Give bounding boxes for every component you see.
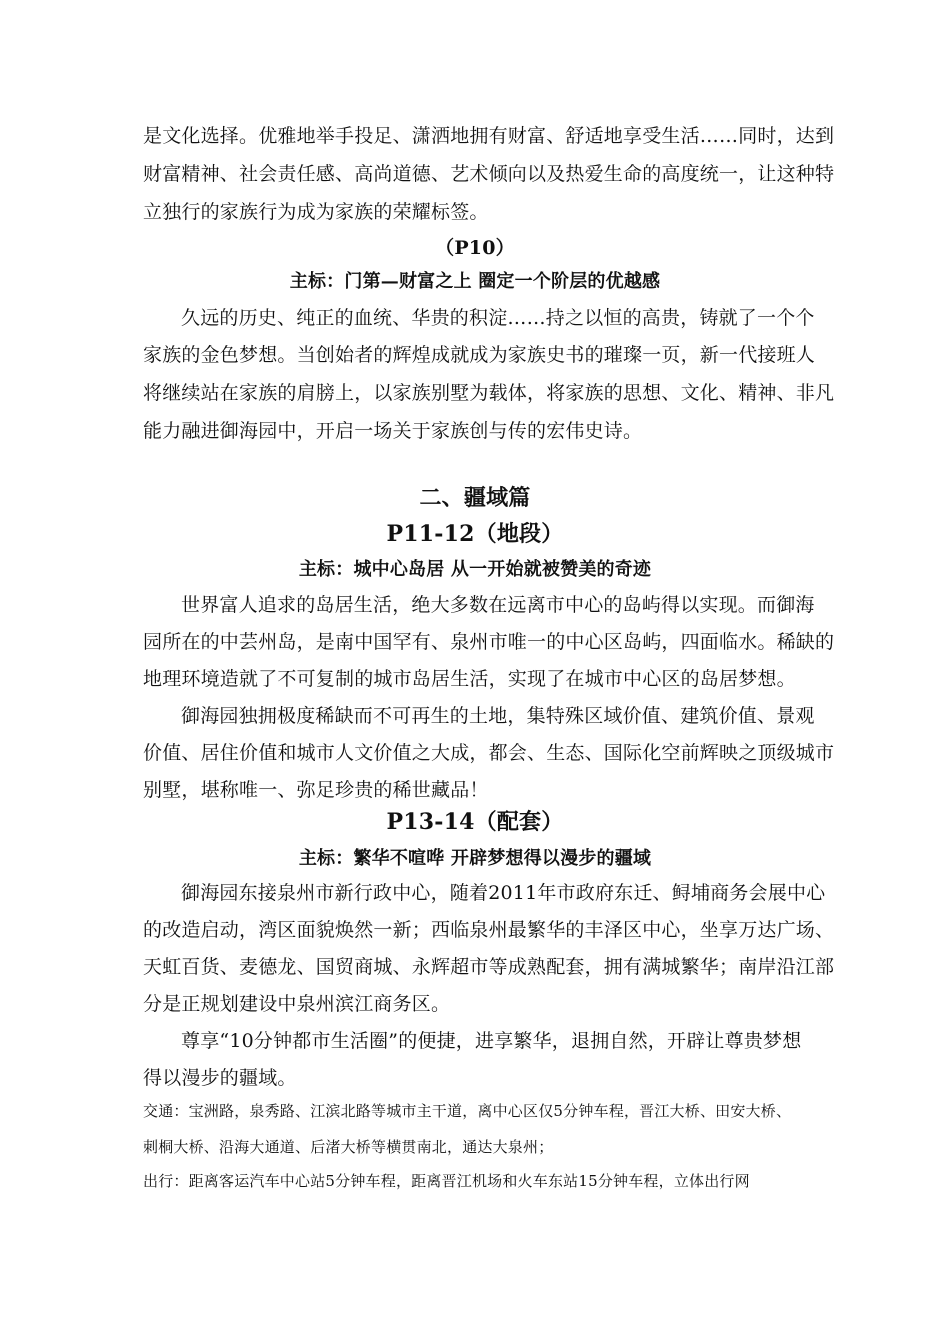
p10-page-label: （P10）	[435, 237, 515, 259]
p13-14-headline: 主标：繁华不喧哗 开辟梦想得以漫步的疆域	[298, 848, 652, 869]
p11-12-para1-line-3: 地理环境造就了不可复制的城市岛居生活，实现了在城市中心区的岛居梦想。	[143, 668, 796, 690]
intro-line-1: 是文化选择。优雅地举手投足、潇洒地拥有财富、舒适地享受生活……同时，达到	[143, 125, 835, 147]
p11-12-para2-line-3: 别墅，堪称唯一、弥足珍贵的稀世藏品！	[143, 779, 489, 801]
p10-line-1: 久远的历史、纯正的血统、华贵的积淀……持之以恒的高贵，铸就了一个个	[181, 307, 815, 329]
p13-14-para1-line-1: 御海园东接泉州市新行政中心，随着2011年市政府东迁、鲟埔商务会展中心	[181, 882, 826, 904]
p13-14-para2-line-2: 得以漫步的疆域。	[143, 1067, 297, 1089]
p10-line-3: 将继续站在家族的肩膀上，以家族别墅为载体，将家族的思想、文化、精神、非凡	[143, 382, 835, 404]
p11-12-headline: 主标：城中心岛居 从一开始就被赞美的奇迹	[298, 559, 652, 580]
p11-12-para2-line-1: 御海园独拥极度稀缺而不可再生的土地，集特殊区域价值、建筑价值、景观	[181, 705, 815, 727]
p13-14-para1-line-3: 天虹百货、麦德龙、国贸商城、永辉超市等成熟配套，拥有满城繁华；南岸沿江部	[143, 956, 835, 978]
travel-line-1: 出行：距离客运汽车中心站5分钟车程，距离晋江机场和火车东站15分钟车程，立体出行网	[143, 1172, 750, 1190]
section-two-title: 二、疆域篇	[419, 485, 531, 511]
p11-12-para1-line-2: 园所在的中芸州岛，是南中国罕有、泉州市唯一的中心区岛屿，四面临水。稀缺的	[143, 631, 835, 653]
intro-line-2: 财富精神、社会责任感、高尚道德、艺术倾向以及热爱生命的高度统一，让这种特	[143, 163, 835, 185]
p13-14-page-label: P13-14（配套）	[386, 809, 564, 835]
intro-line-3: 立独行的家族行为成为家族的荣耀标签。	[143, 201, 489, 223]
traffic-line-2: 刺桐大桥、沿海大通道、后渚大桥等横贯南北，通达大泉州；	[143, 1138, 554, 1156]
p10-line-2: 家族的金色梦想。当创始者的辉煌成就成为家族史书的璀璨一页，新一代接班人	[143, 344, 816, 366]
p13-14-para1-line-4: 分是正规划建设中泉州滨江商务区。	[143, 993, 451, 1015]
p13-14-para2-line-1: 尊享“10分钟都市生活圈”的便捷，进享繁华，退拥自然，开辟让尊贵梦想	[181, 1030, 802, 1052]
p10-headline: 主标：门第—财富之上 圈定一个阶层的优越感	[289, 271, 661, 292]
p11-12-page-label: P11-12（地段）	[386, 521, 564, 547]
traffic-line-1: 交通：宝洲路，泉秀路、江滨北路等城市主干道，离中心区仅5分钟车程，晋江大桥、田安大桥、	[143, 1102, 792, 1120]
p11-12-para2-line-2: 价值、居住价值和城市人文价值之大成，都会、生态、国际化空前辉映之顶级城市	[143, 742, 835, 764]
p10-line-4: 能力融进御海园中，开启一场关于家族创与传的宏伟史诗。	[143, 420, 643, 442]
p11-12-para1-line-1: 世界富人追求的岛居生活，绝大多数在远离市中心的岛屿得以实现。而御海	[181, 594, 815, 616]
p13-14-para1-line-2: 的改造启动，湾区面貌焕然一新；西临泉州最繁华的丰泽区中心，坐享万达广场、	[143, 919, 835, 941]
